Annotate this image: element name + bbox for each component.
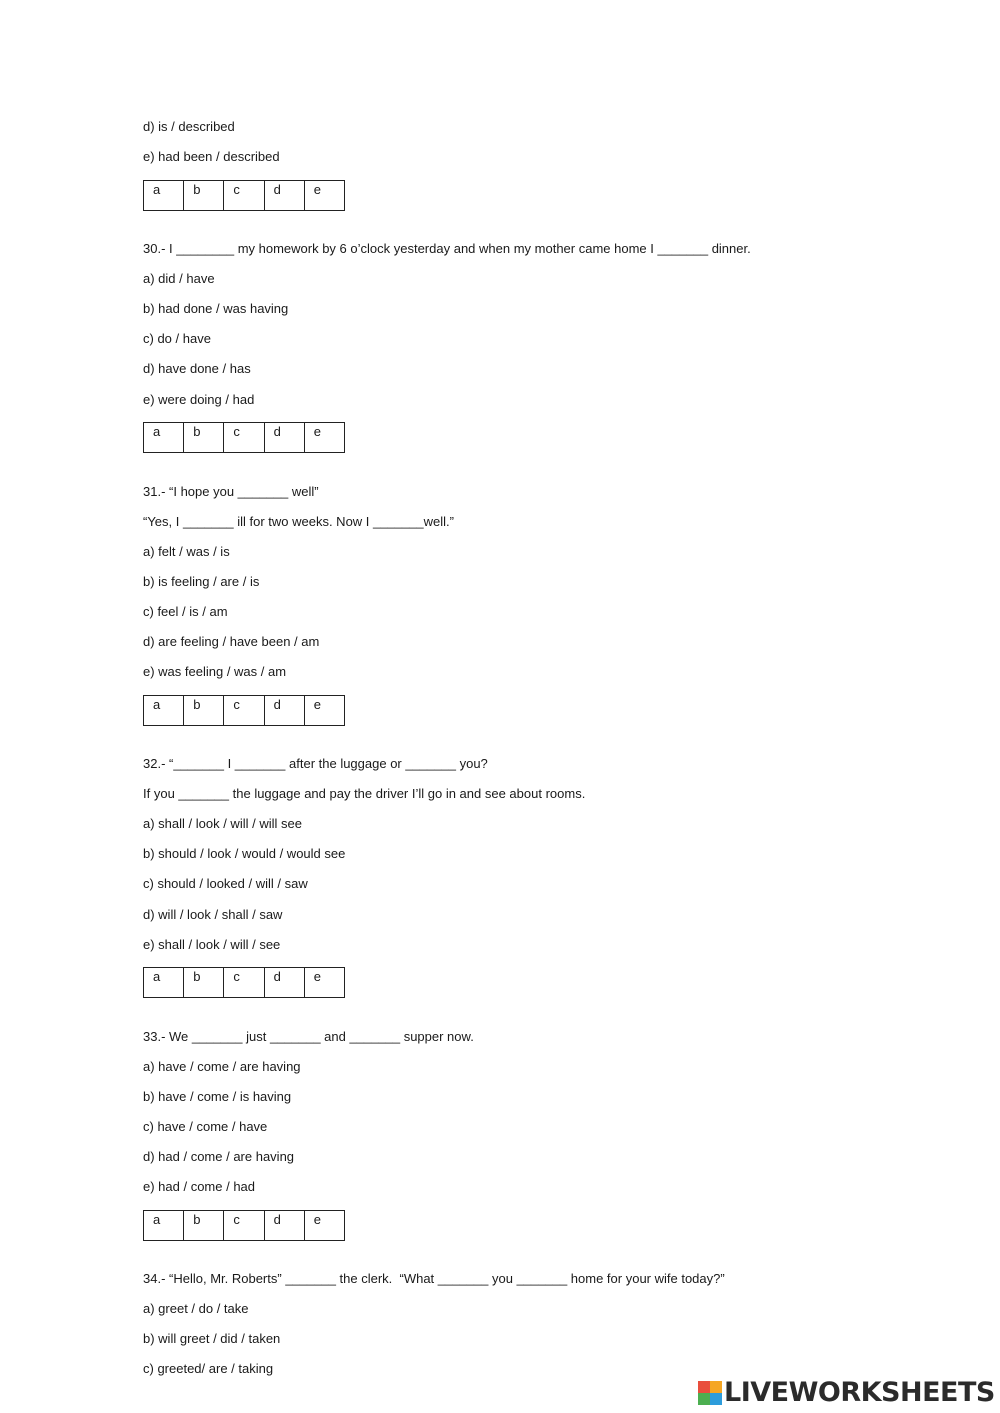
q31-option-c: c) feel / is / am <box>143 604 228 619</box>
q32-option-b: b) should / look / would / would see <box>143 846 346 861</box>
q32-option-c: c) should / looked / will / saw <box>143 876 308 891</box>
q31-option-d: d) are feeling / have been / am <box>143 634 320 649</box>
answer-cell-d[interactable]: d <box>264 696 304 726</box>
answer-cell-d[interactable]: d <box>264 968 304 998</box>
answer-cell-b[interactable]: b <box>184 423 224 453</box>
answer-cell-d[interactable]: d <box>264 181 304 211</box>
q30-stem: 30.- I ________ my homework by 6 o’clock yesterday and when my mother came home I _______ dinner. <box>143 241 751 256</box>
q32-option-e: e) shall / look / will / see <box>143 937 281 952</box>
answer-cell-c[interactable]: c <box>224 1211 264 1241</box>
answer-cell-b[interactable]: b <box>184 1211 224 1241</box>
q29-option-d: d) is / described <box>143 119 235 134</box>
answer-cell-b[interactable]: b <box>184 696 224 726</box>
answer-cell-e[interactable]: e <box>304 696 344 726</box>
q30-option-e: e) were doing / had <box>143 392 255 407</box>
q34-option-c: c) greeted/ are / taking <box>143 1361 274 1376</box>
q33-option-d: d) had / come / are having <box>143 1149 295 1164</box>
answer-cell-b[interactable]: b <box>184 968 224 998</box>
answer-cell-a[interactable]: a <box>144 696 184 726</box>
logo-mark-icon <box>698 1381 722 1405</box>
q34-stem: 34.- “Hello, Mr. Roberts” _______ the clerk. “What _______ you _______ home for your wife today?” <box>143 1271 725 1286</box>
answer-cell-c[interactable]: c <box>224 423 264 453</box>
q31-stem: 31.- “I hope you _______ well” <box>143 484 319 499</box>
answer-cell-b[interactable]: b <box>184 181 224 211</box>
q31-answer-table <box>143 695 345 726</box>
q33-option-a: a) have / come / are having <box>143 1059 301 1074</box>
q32-answer-table <box>143 967 345 998</box>
liveworksheets-logo <box>698 1378 995 1408</box>
q32-stem: 32.- “_______ I _______ after the luggage or _______ you? <box>143 756 488 771</box>
answer-cell-e[interactable]: e <box>304 423 344 453</box>
answer-cell-e[interactable]: e <box>304 1211 344 1241</box>
answer-cell-d[interactable]: d <box>264 1211 304 1241</box>
answer-cell-c[interactable]: c <box>224 181 264 211</box>
answer-cell-a[interactable]: a <box>144 181 184 211</box>
q33-answer-table <box>143 1210 345 1241</box>
q31-option-e: e) was feeling / was / am <box>143 664 287 679</box>
q33-option-c: c) have / come / have <box>143 1119 268 1134</box>
q32-option-d: d) will / look / shall / saw <box>143 907 283 922</box>
q30-option-c: c) do / have <box>143 331 211 346</box>
q29-option-e: e) had been / described <box>143 149 280 164</box>
q30-option-a: a) did / have <box>143 271 215 286</box>
q34-option-a: a) greet / do / take <box>143 1301 249 1316</box>
q33-option-e: e) had / come / had <box>143 1179 256 1194</box>
answer-cell-a[interactable]: a <box>144 968 184 998</box>
answer-cell-c[interactable]: c <box>224 696 264 726</box>
answer-cell-e[interactable]: e <box>304 181 344 211</box>
q32-stem-2: If you _______ the luggage and pay the driver I’ll go in and see about rooms. <box>143 786 586 801</box>
q33-stem: 33.- We _______ just _______ and _______ supper now. <box>143 1029 474 1044</box>
logo-text: LIVEWORKSHEETS <box>724 1377 995 1408</box>
q31-option-b: b) is feeling / are / is <box>143 574 260 589</box>
answer-cell-a[interactable]: a <box>144 1211 184 1241</box>
q30-answer-table <box>143 422 345 453</box>
q30-option-d: d) have done / has <box>143 361 251 376</box>
q29-answer-table <box>143 180 345 211</box>
q32-option-a: a) shall / look / will / will see <box>143 816 302 831</box>
q30-option-b: b) had done / was having <box>143 301 289 316</box>
answer-cell-a[interactable]: a <box>144 423 184 453</box>
q34-option-b: b) will greet / did / taken <box>143 1331 281 1346</box>
q31-option-a: a) felt / was / is <box>143 544 230 559</box>
answer-cell-c[interactable]: c <box>224 968 264 998</box>
answer-cell-e[interactable]: e <box>304 968 344 998</box>
q33-option-b: b) have / come / is having <box>143 1089 292 1104</box>
q31-stem-2: “Yes, I _______ ill for two weeks. Now I _______well.” <box>143 514 454 529</box>
answer-cell-d[interactable]: d <box>264 423 304 453</box>
